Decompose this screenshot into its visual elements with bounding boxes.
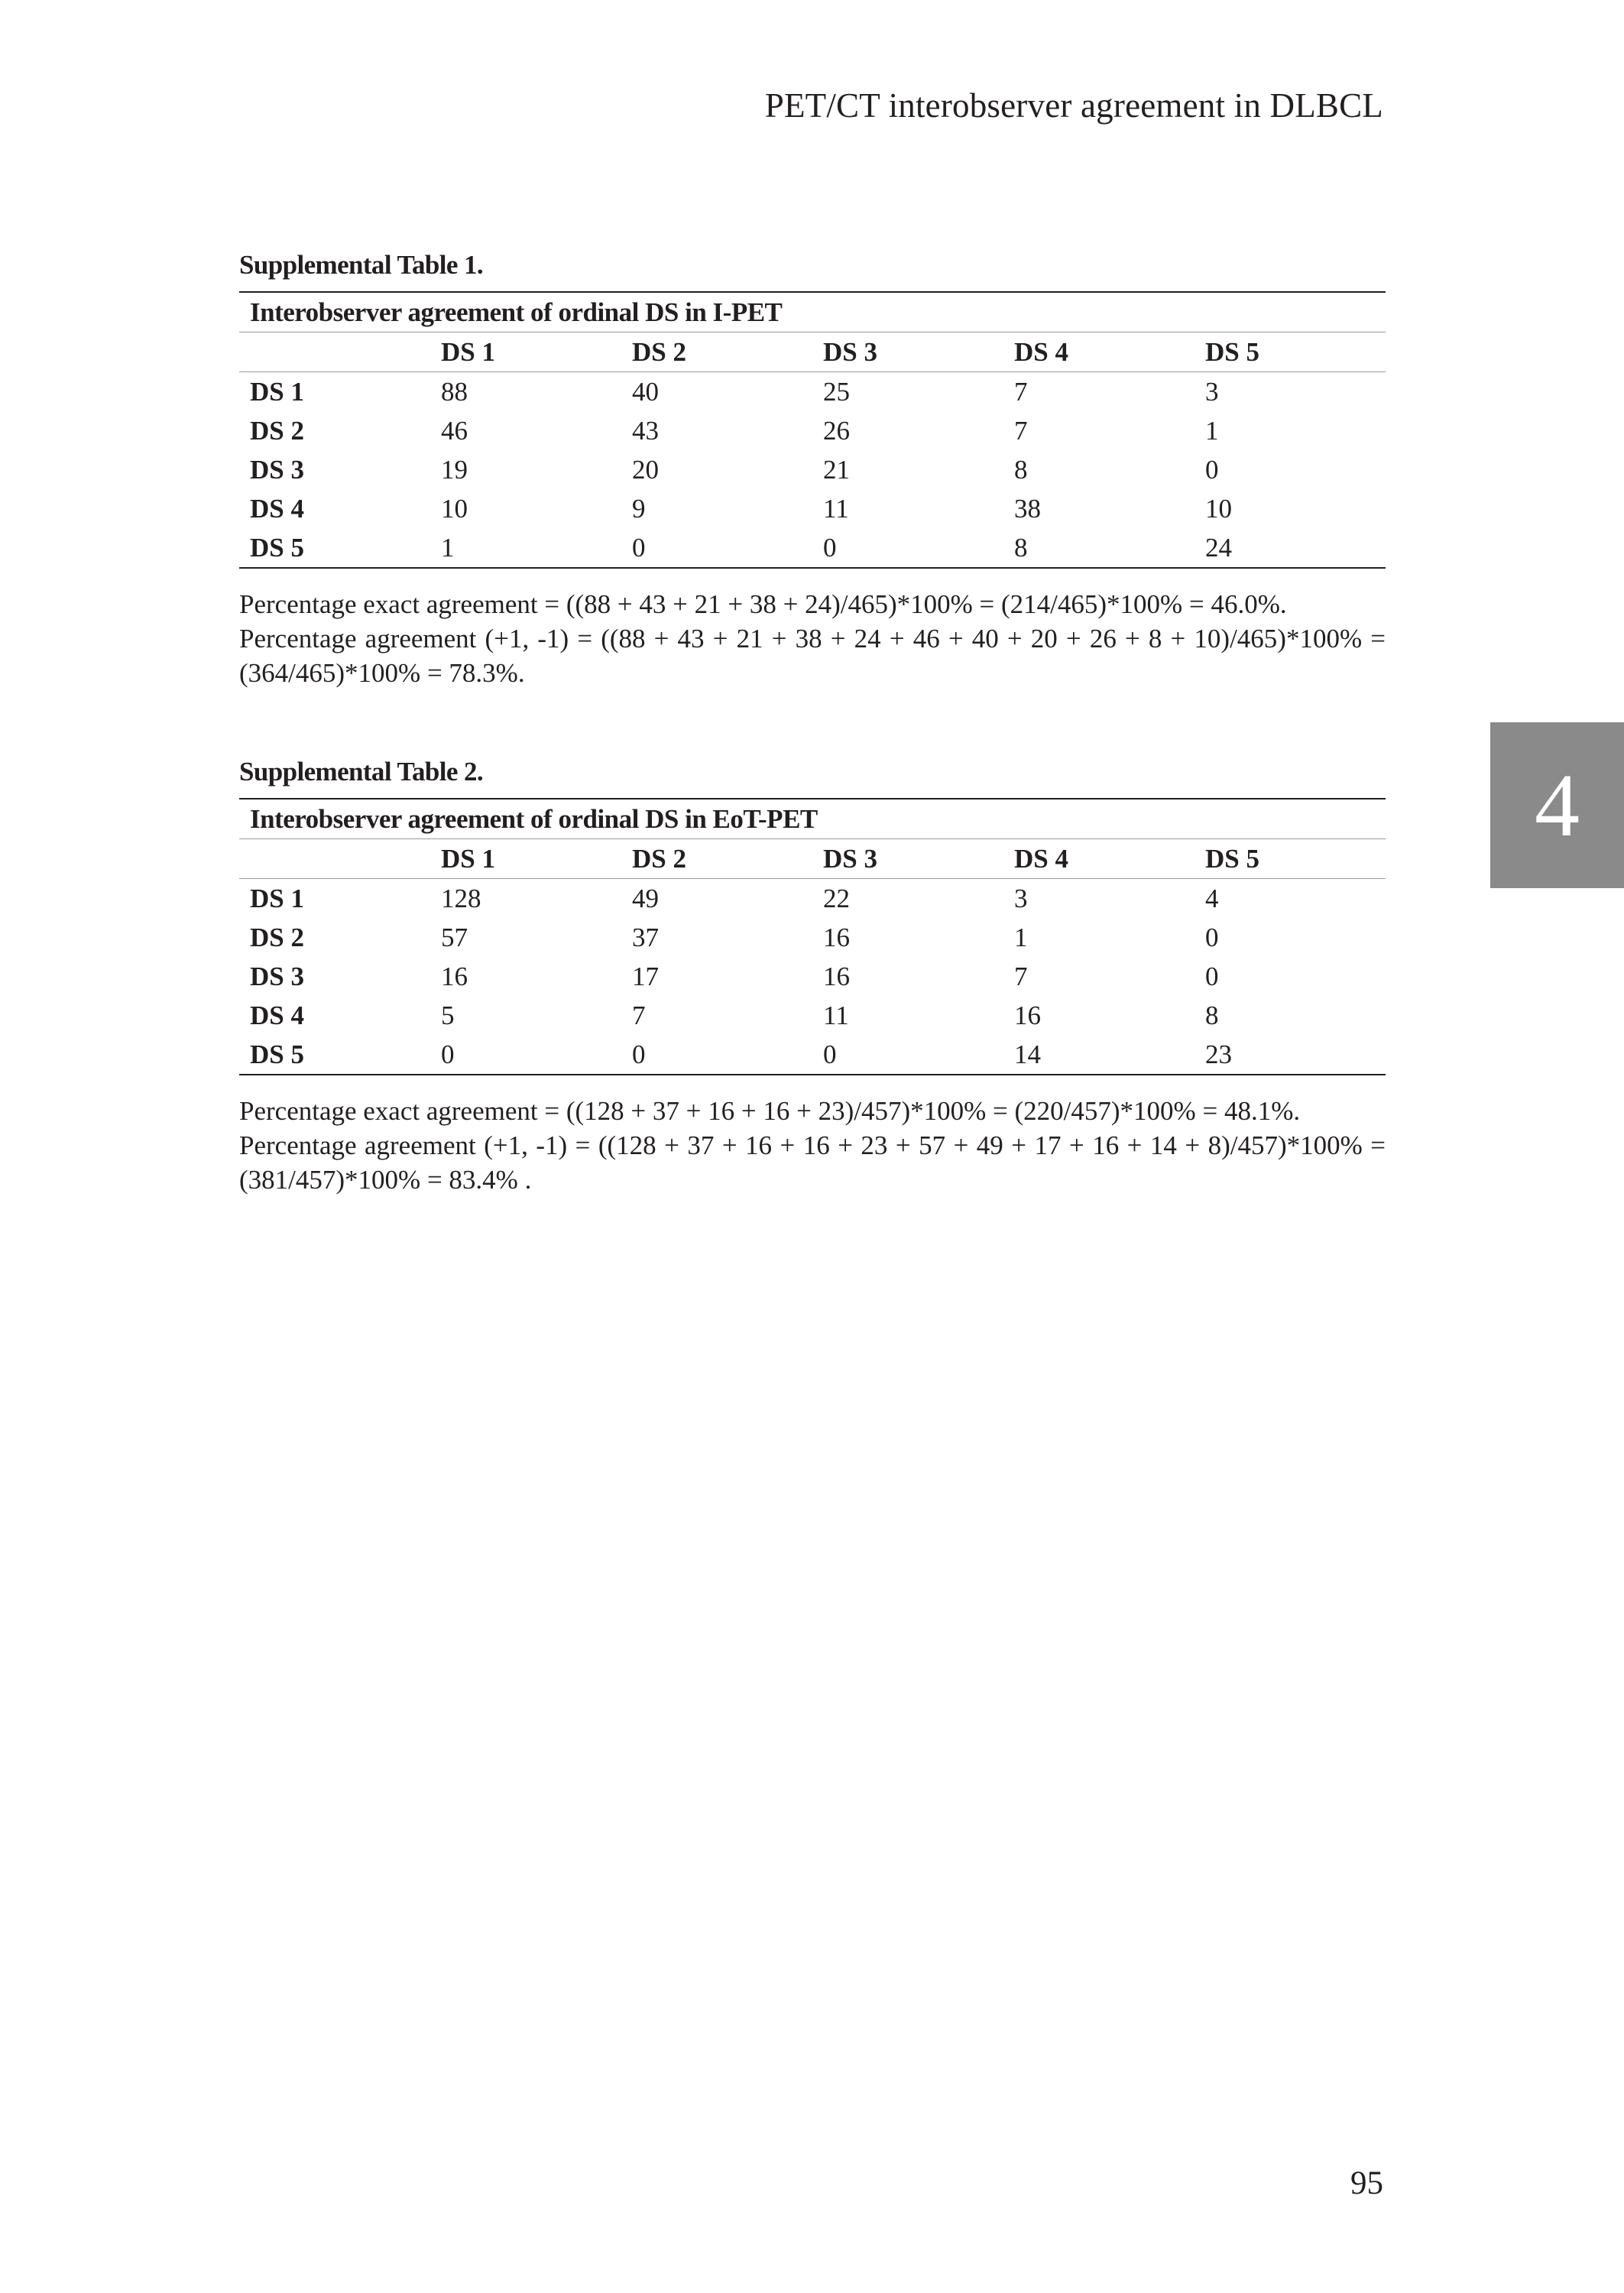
table-cell: 0	[812, 1035, 1003, 1075]
table-cell: 3	[1205, 377, 1219, 407]
table-cell: 88	[441, 377, 468, 407]
chapter-tab: 4	[1490, 722, 1624, 888]
column-header: DS 4	[1003, 839, 1194, 879]
table-cell: 1	[1014, 923, 1028, 952]
table-cell: 0	[1205, 923, 1219, 952]
corner-cell	[239, 332, 430, 372]
column-header: DS 1	[430, 839, 621, 879]
table-cell: 0	[1205, 455, 1219, 485]
table-row	[239, 1035, 1386, 1075]
table-cell: 19	[441, 455, 468, 485]
table-row	[239, 996, 1386, 1035]
table-cell: 11	[823, 494, 849, 524]
table-cell: 11	[823, 1001, 849, 1030]
table-row	[239, 489, 1386, 528]
table-cell: 14	[1003, 1035, 1194, 1075]
column-header-row	[239, 332, 1386, 372]
table-label: Supplemental Table 2.	[239, 757, 484, 786]
table-cell: 8	[1003, 528, 1194, 568]
row-header: DS 4	[250, 494, 304, 524]
table-cell: 16	[823, 923, 850, 952]
table-cell: 10	[441, 494, 468, 524]
table-cell: 4	[1205, 884, 1219, 913]
row-header: DS 1	[250, 377, 304, 407]
table-cell: 16	[823, 962, 850, 991]
table-cell: 46	[441, 416, 468, 446]
table-cell: 38	[1014, 494, 1041, 524]
table-cell: 9	[632, 494, 646, 524]
table-cell: 17	[632, 962, 659, 991]
table-cell: 57	[441, 923, 468, 952]
column-header: DS 2	[621, 332, 812, 372]
supplemental-table-1-section	[239, 250, 1386, 690]
table-cell: 20	[632, 455, 659, 485]
table-cell: 8	[1014, 455, 1028, 485]
table-row	[239, 528, 1386, 568]
table-cell: 24	[1194, 528, 1386, 568]
table-cell: 1	[430, 528, 621, 568]
running-head: PET/CT interobserver agreement in DLBCL	[764, 86, 1383, 125]
agreement-pm1-text: Percentage agreement (+1, -1) = ((88 + 43 + 21 + 38 + 24 + 46 + 40 + 20 + 26 + 8 + 10)/465)*100% = (364/465)*100% = 78.3%.	[239, 624, 1386, 688]
row-header: DS 5	[239, 528, 430, 568]
table-cell: 21	[823, 455, 850, 485]
exact-agreement-text: Percentage exact agreement = ((88 + 43 + 21 + 38 + 24)/465)*100% = (214/465)*100% = 46.0%.	[239, 589, 1287, 619]
column-header: DS 3	[812, 332, 1003, 372]
table-cell: 128	[441, 884, 481, 913]
column-header: DS 2	[621, 839, 812, 879]
column-header: DS 5	[1194, 839, 1386, 879]
table-cell: 0	[621, 528, 812, 568]
table-cell: 22	[823, 884, 850, 913]
table-row	[239, 918, 1386, 957]
row-header: DS 2	[250, 923, 304, 952]
agreement-table	[239, 798, 1386, 1075]
table-cell: 7	[632, 1001, 646, 1030]
table-cell: 26	[823, 416, 850, 446]
table-cell: 7	[1014, 416, 1028, 446]
agreement-table	[239, 291, 1386, 569]
agreement-notes	[239, 1094, 1386, 1197]
table-cell: 10	[1205, 494, 1232, 524]
table-cell: 16	[1014, 1001, 1041, 1030]
row-header: DS 3	[250, 455, 304, 485]
table-cell: 49	[632, 884, 659, 913]
table-cell: 37	[632, 923, 659, 952]
table-label: Supplemental Table 1.	[239, 250, 484, 280]
table-row	[239, 450, 1386, 489]
table-cell: 40	[632, 377, 659, 407]
exact-agreement-text: Percentage exact agreement = ((128 + 37 + 16 + 16 + 23)/457)*100% = (220/457)*100% = 48.1%.	[239, 1096, 1301, 1126]
row-header: DS 3	[250, 962, 304, 991]
table-row	[239, 411, 1386, 450]
supplemental-table-2-section	[239, 757, 1386, 1197]
table-cell: 1	[1205, 416, 1219, 446]
row-header: DS 1	[250, 884, 304, 913]
table-row	[239, 879, 1386, 919]
table-cell: 5	[441, 1001, 455, 1030]
corner-cell	[239, 839, 430, 879]
table-cell: 8	[1205, 1001, 1219, 1030]
column-header: DS 1	[430, 332, 621, 372]
table-cell: 0	[1205, 962, 1219, 991]
table-cell: 0	[621, 1035, 812, 1075]
column-header-row	[239, 839, 1386, 879]
row-header: DS 5	[239, 1035, 430, 1075]
column-header: DS 5	[1194, 332, 1386, 372]
table-caption: Interobserver agreement of ordinal DS in EoT-PET	[239, 799, 1386, 839]
row-header: DS 4	[250, 1001, 304, 1030]
table-cell: 3	[1014, 884, 1028, 913]
agreement-pm1-text: Percentage agreement (+1, -1) = ((128 + 37 + 16 + 16 + 23 + 57 + 49 + 17 + 16 + 14 + 8)/457)*100% = (381/457)*100% = 83.4% .	[239, 1130, 1386, 1195]
table-cell: 43	[632, 416, 659, 446]
column-header: DS 3	[812, 839, 1003, 879]
table-cell: 16	[441, 962, 468, 991]
table-cell: 7	[1014, 962, 1028, 991]
page-number: 95	[1350, 2165, 1383, 2201]
table-cell: 23	[1194, 1035, 1386, 1075]
agreement-notes	[239, 587, 1386, 690]
table-caption: Interobserver agreement of ordinal DS in I-PET	[239, 292, 1386, 332]
column-header: DS 4	[1003, 332, 1194, 372]
table-cell: 7	[1014, 377, 1028, 407]
table-cell: 25	[823, 377, 850, 407]
row-header: DS 2	[250, 416, 304, 446]
table-row	[239, 957, 1386, 996]
table-row	[239, 372, 1386, 412]
table-cell: 0	[430, 1035, 621, 1075]
table-cell: 0	[812, 528, 1003, 568]
